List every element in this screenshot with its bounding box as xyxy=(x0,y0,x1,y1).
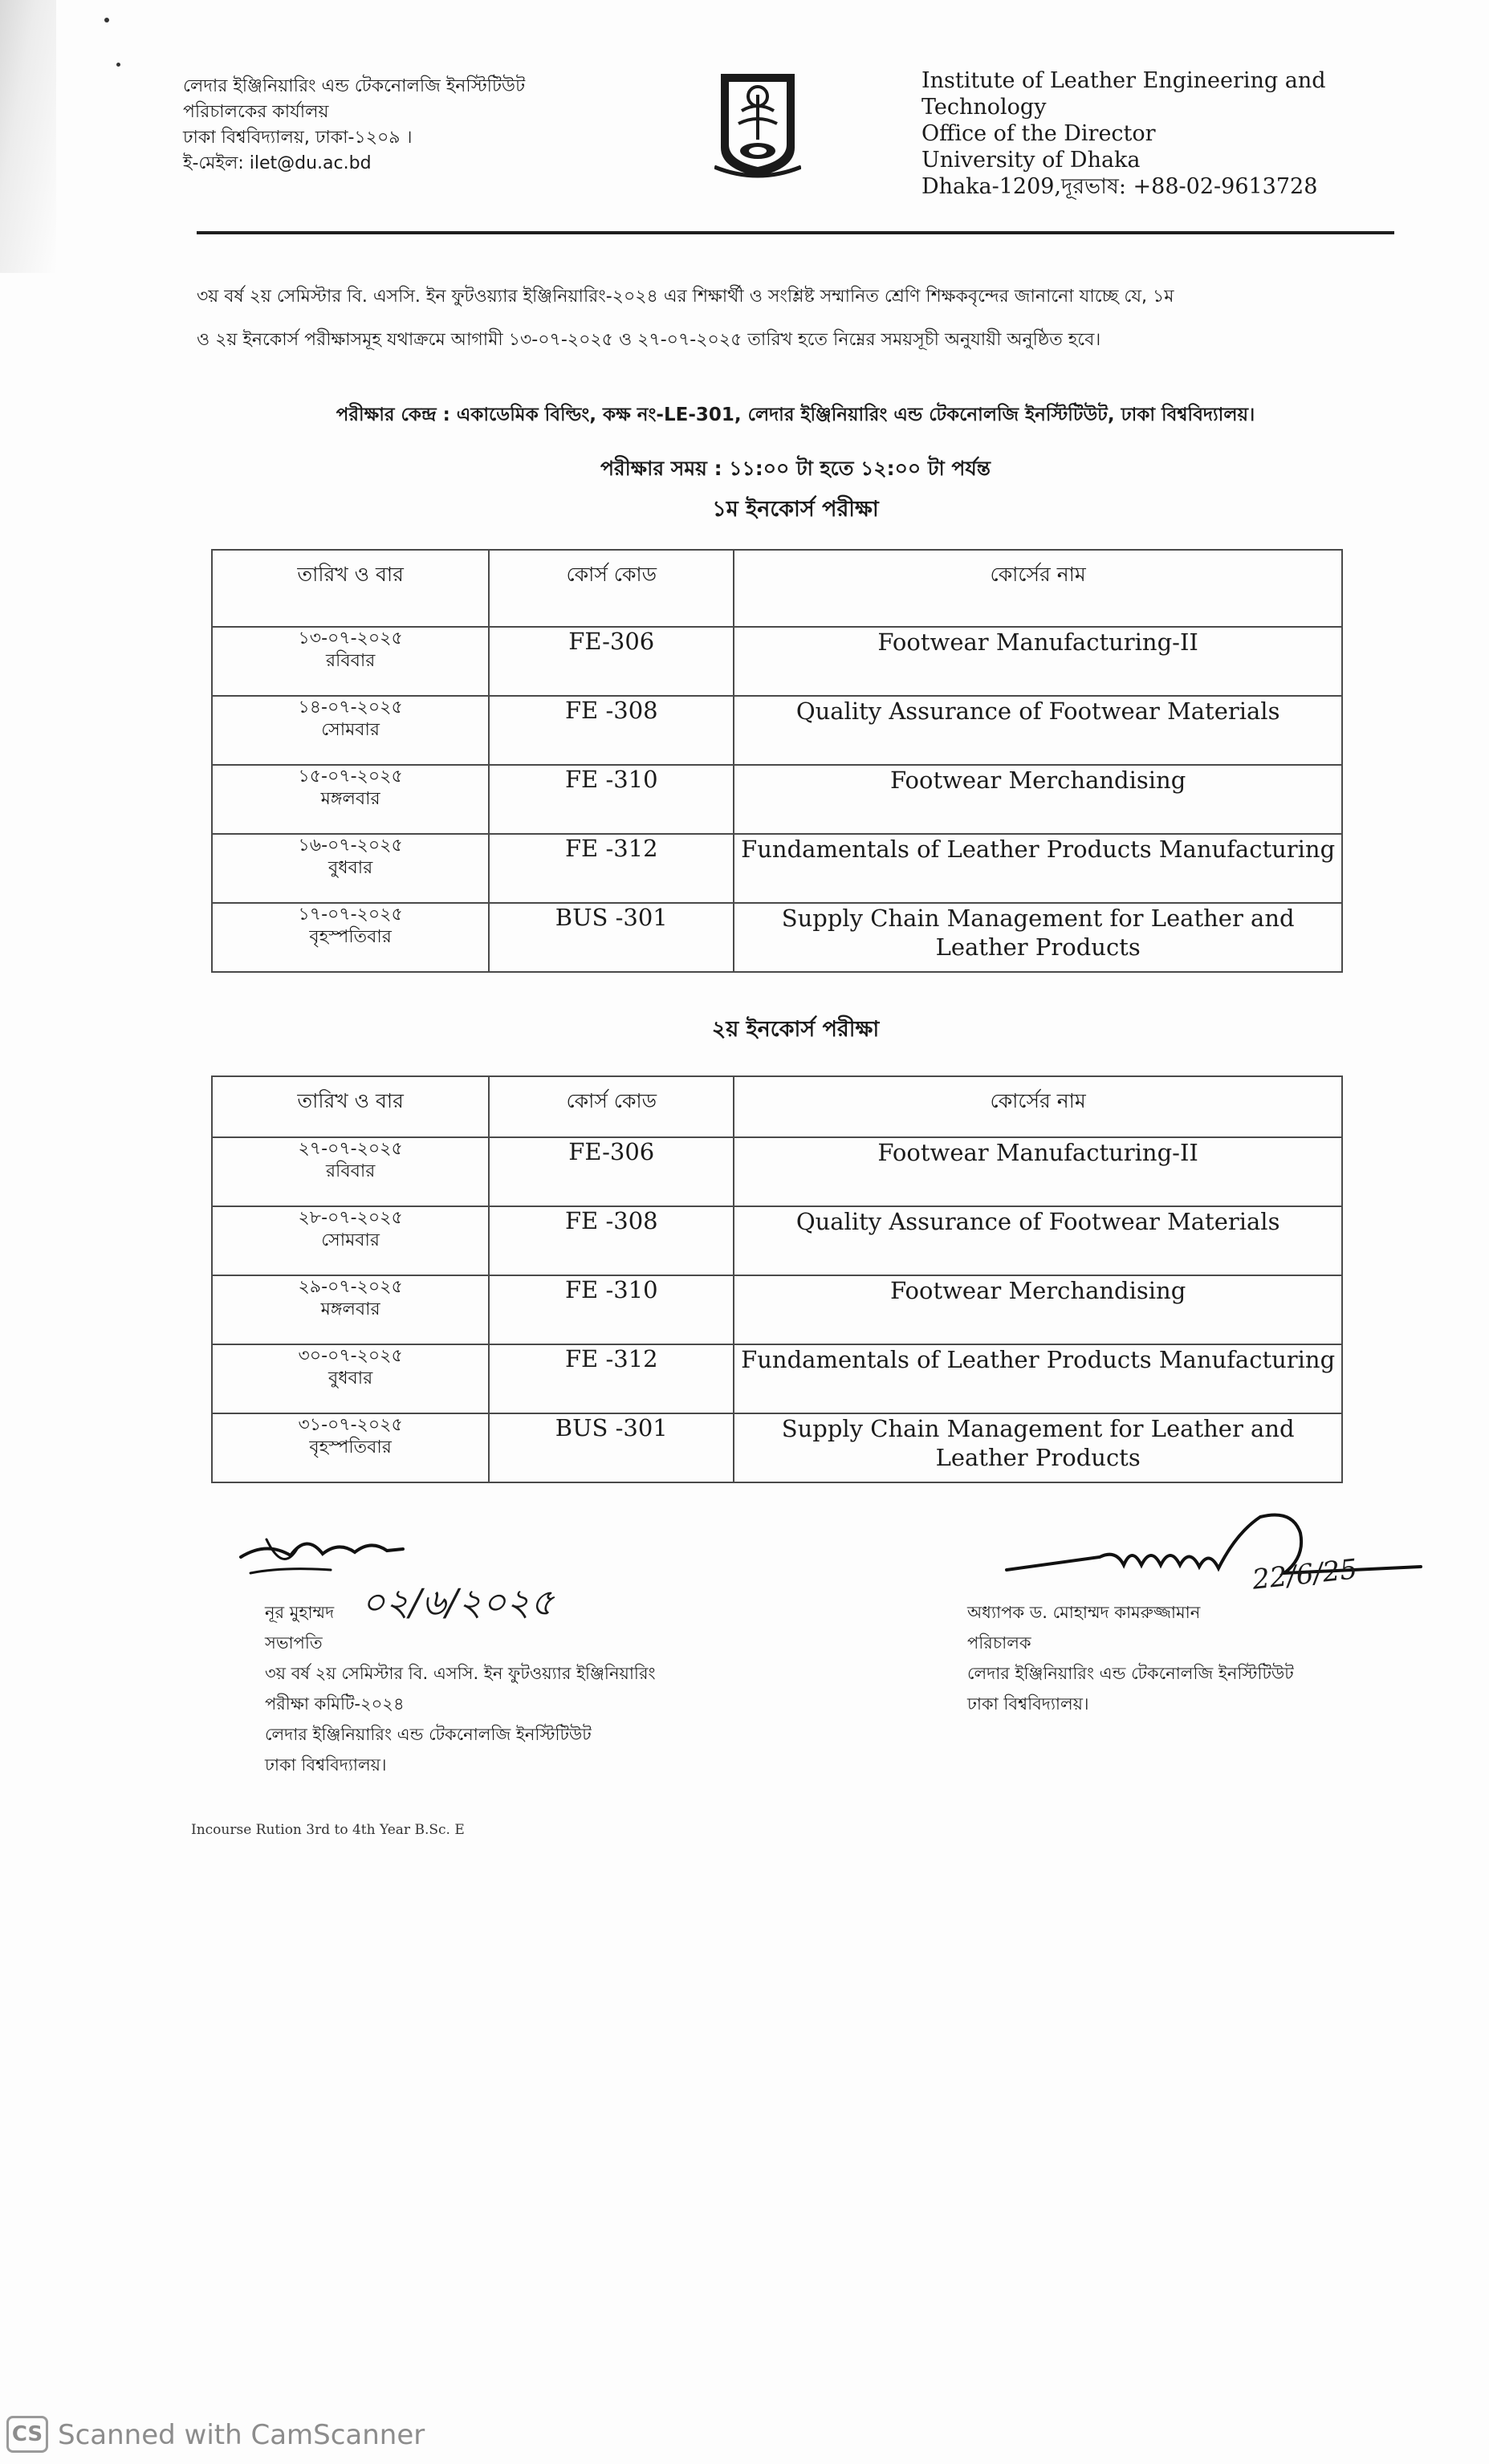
table-header-row xyxy=(212,550,1342,627)
header-date-day: তারিখ ও বার xyxy=(212,550,489,627)
left-signatory-block xyxy=(265,1597,656,1780)
exam-time: পরীক্ষার সময় : ১১:০০ টা হতে ১২:০০ টা পর্যন্ত xyxy=(600,457,991,480)
course-name: Supply Chain Management for Leather and Leather Products xyxy=(734,1413,1342,1482)
notice-line-2: ও ২য় ইনকোর্স পরীক্ষাসমূহ যথাক্রমে আগামী ১৩-০৭-২০২৫ ও ২৭-০৭-২০২৫ তারিখ হতে নিম্নের সময়সূচী অনুযায়ী অনুষ্ঠিত হবে। xyxy=(197,330,1101,350)
exam-date: ১৪-০৭-২০২৫ xyxy=(298,697,403,718)
exam-date: ২৮-০৭-২০২৫ xyxy=(298,1208,403,1228)
exam-day: রবিবার xyxy=(325,651,376,671)
right-signatory-line: অধ্যাপক ড. মোহাম্মদ কামরুজ্জামান xyxy=(967,1603,1201,1622)
exam-day: রবিবার xyxy=(325,1161,376,1181)
course-code: FE-306 xyxy=(489,627,734,696)
course-code: FE -308 xyxy=(489,696,734,765)
header-divider xyxy=(197,231,1394,234)
scan-speck xyxy=(104,18,109,22)
header-course-name: কোর্সের নাম xyxy=(734,1076,1342,1137)
right-handwritten-date: 22/6/25 xyxy=(1251,1553,1359,1596)
left-signatory-line: সভাপতি xyxy=(265,1633,323,1653)
date-day-cell xyxy=(212,696,489,765)
course-name: Quality Assurance of Footwear Materials xyxy=(734,1206,1342,1275)
notice-line-1: ৩য় বর্ষ ২য় সেমিস্টার বি. এসসি. ইন ফুটওয়্যার ইঞ্জিনিয়ারিং-২০২৪ এর শিক্ষার্থী ও সংশ্লিষ্ট সম্মানিত শ্রেণি শিক্ষকবৃন্দের জানানো যাচ্ছে যে, ১ম xyxy=(197,287,1174,307)
date-day-cell xyxy=(212,834,489,903)
course-name: Quality Assurance of Footwear Materials xyxy=(734,696,1342,765)
exam-date: ১৫-০৭-২০২৫ xyxy=(298,766,403,787)
exam-date: ২৭-০৭-২০২৫ xyxy=(298,1139,403,1159)
camscanner-logo-icon: CS xyxy=(6,2416,48,2453)
date-day-cell xyxy=(212,1344,489,1413)
scanner-watermark-text: Scanned with CamScanner xyxy=(58,2419,425,2451)
right-signatory-block xyxy=(967,1597,1294,1719)
header-english-line: Office of the Director xyxy=(921,121,1156,146)
course-code: FE -310 xyxy=(489,1275,734,1344)
course-code: FE-306 xyxy=(489,1137,734,1206)
page-edge-shadow xyxy=(0,0,56,273)
table-row xyxy=(212,765,1342,834)
header-bangla-line: ঢাকা বিশ্ববিদ্যালয়, ঢাকা-১২০৯ । xyxy=(183,128,413,148)
exam-center: পরীক্ষার কেন্দ্র : একাডেমিক বিল্ডিং, কক্ষ নং-LE-301, লেদার ইঞ্জিনিয়ারিং এন্ড টেকনোলজি ইনস্টিটিউট, ঢাকা বিশ্ববিদ্যালয়। xyxy=(336,405,1255,425)
course-code: FE -312 xyxy=(489,834,734,903)
course-name: Fundamentals of Leather Products Manufacturing xyxy=(734,1344,1342,1413)
incourse-2-table xyxy=(211,1075,1343,1483)
course-name: Supply Chain Management for Leather and Leather Products xyxy=(734,903,1342,972)
left-signatory-line: নূর মুহাম্মদ xyxy=(265,1603,335,1622)
header-date-day: তারিখ ও বার xyxy=(212,1076,489,1137)
date-day-cell xyxy=(212,765,489,834)
header-english-address xyxy=(921,67,1326,200)
table-row xyxy=(212,1206,1342,1275)
left-signatory-line: ৩য় বর্ষ ২য় সেমিস্টার বি. এসসি. ইন ফুটওয়্যার ইঞ্জিনিয়ারিং xyxy=(265,1664,656,1683)
course-code: FE -312 xyxy=(489,1344,734,1413)
exam-day: বুধবার xyxy=(327,858,373,878)
header-course-name: কোর্সের নাম xyxy=(734,550,1342,627)
date-day-cell xyxy=(212,903,489,972)
exam-date: ২৯-০৭-২০২৫ xyxy=(298,1277,403,1297)
course-name: Fundamentals of Leather Products Manufacturing xyxy=(734,834,1342,903)
left-signatory-line: ঢাকা বিশ্ববিদ্যালয়। xyxy=(265,1755,387,1775)
exam-date: ১৬-০৭-২০২৫ xyxy=(298,836,403,856)
header-bangla-line: লেদার ইঞ্জিনিয়ারিং এন্ড টেকনোলজি ইনস্টিটিউট xyxy=(183,76,526,96)
exam-day: মঙ্গলবার xyxy=(320,1299,380,1319)
header-english-line: University of Dhaka xyxy=(921,148,1141,173)
left-signatory-line: লেদার ইঞ্জিনিয়ারিং এন্ড টেকনোলজি ইনস্টিটিউট xyxy=(265,1725,592,1744)
exam-day: সোমবার xyxy=(321,1230,380,1250)
header-bangla-line: ই-মেইল: ilet@du.ac.bd xyxy=(183,153,372,173)
table-row xyxy=(212,627,1342,696)
left-signatory-line: পরীক্ষা কমিটি-২০২৪ xyxy=(265,1694,405,1714)
exam-day: সোমবার xyxy=(321,720,380,740)
course-name: Footwear Manufacturing-II xyxy=(734,1137,1342,1206)
table-row xyxy=(212,1413,1342,1482)
exam-date: ১৭-০৭-২০২৫ xyxy=(298,905,403,925)
date-day-cell xyxy=(212,1275,489,1344)
table-row xyxy=(212,696,1342,765)
incourse-1-table xyxy=(211,549,1343,973)
right-signatory-line: পরিচালক xyxy=(967,1633,1031,1653)
table-header-row xyxy=(212,1076,1342,1137)
exam-day: বৃহস্পতিবার xyxy=(309,1437,392,1458)
header-english-line: Technology xyxy=(921,95,1047,120)
header-course-code: কোর্স কোড xyxy=(489,550,734,627)
exam-date: ৩০-০৭-২০২৫ xyxy=(298,1346,403,1366)
course-name: Footwear Merchandising xyxy=(734,765,1342,834)
exam-day: মঙ্গলবার xyxy=(320,789,380,809)
date-day-cell xyxy=(212,1206,489,1275)
scan-speck xyxy=(116,63,120,67)
header-bangla-address xyxy=(183,74,525,177)
table-row xyxy=(212,903,1342,972)
exam-date: ১৩-০৭-২০২৫ xyxy=(298,628,403,649)
exam-day: বৃহস্পতিবার xyxy=(309,927,392,947)
header-course-code: কোর্স কোড xyxy=(489,1076,734,1137)
right-signature-scribble xyxy=(1003,1501,1429,1597)
date-day-cell xyxy=(212,627,489,696)
header-english-line: Institute of Leather Engineering and xyxy=(921,68,1326,93)
table-row xyxy=(212,1344,1342,1413)
header-english-line: Dhaka-1209,দূরভাষ: +88-02-9613728 xyxy=(921,174,1318,199)
course-name: Footwear Merchandising xyxy=(734,1275,1342,1344)
header-bangla-line: পরিচালকের কার্যালয় xyxy=(183,102,329,122)
table-row xyxy=(212,1137,1342,1206)
date-day-cell xyxy=(212,1137,489,1206)
exam-day: বুধবার xyxy=(327,1368,373,1389)
left-handwritten-date: ০২/৬/২০২৫ xyxy=(361,1580,555,1624)
incourse-2-title: ২য় ইনকোর্স পরীক্ষা xyxy=(711,1017,880,1042)
table-row xyxy=(212,834,1342,903)
exam-date: ৩১-০৭-২০২৫ xyxy=(298,1415,403,1435)
university-emblem-icon xyxy=(714,71,801,180)
right-signatory-line: ঢাকা বিশ্ববিদ্যালয়। xyxy=(967,1694,1089,1714)
right-signatory-line: লেদার ইঞ্জিনিয়ারিং এন্ড টেকনোলজি ইনস্টিটিউট xyxy=(967,1664,1294,1683)
incourse-1-title: ১ম ইনকোর্স পরীক্ষা xyxy=(712,497,879,522)
date-day-cell xyxy=(212,1413,489,1482)
footer-note: Incourse Rution 3rd to 4th Year B.Sc. E xyxy=(191,1822,465,1838)
course-code: FE -308 xyxy=(489,1206,734,1275)
course-code: BUS -301 xyxy=(489,1413,734,1482)
course-code: FE -310 xyxy=(489,765,734,834)
table-row xyxy=(212,1275,1342,1344)
course-name: Footwear Manufacturing-II xyxy=(734,627,1342,696)
course-code: BUS -301 xyxy=(489,903,734,972)
